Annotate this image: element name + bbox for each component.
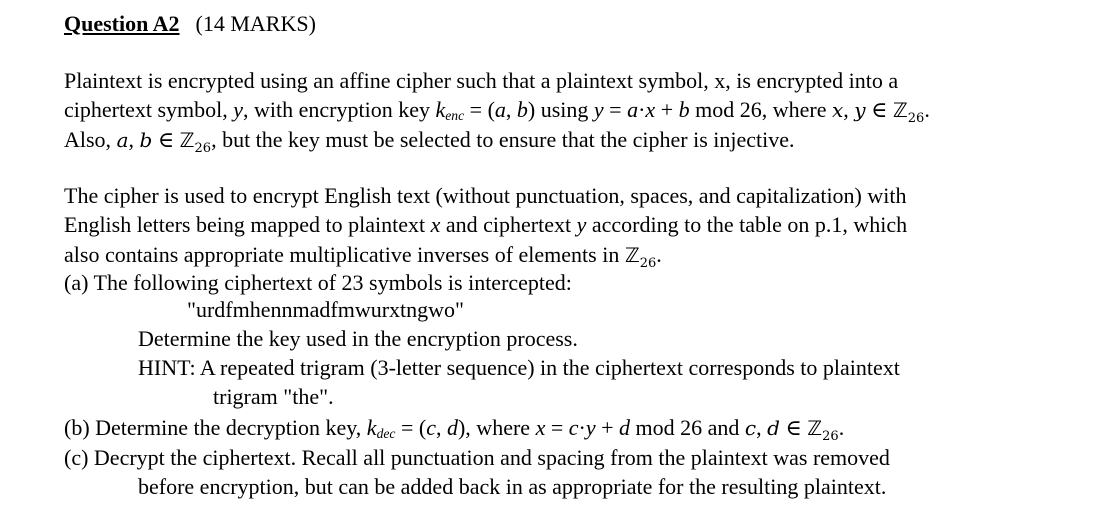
question-title: Question A2 — [64, 11, 180, 36]
question-heading — [64, 11, 316, 37]
para2-line1: The cipher is used to encrypt English text (without punctuation, spaces, and capitalization) with — [64, 183, 907, 208]
para2-line3: also contains appropriate multiplicative inverses of elements in ℤ$_{26}$. — [64, 242, 662, 271]
para1-line2: ciphertext symbol, y, with encryption key $k_{enc} = (a$, b) using y = a·x + b mod 26, where x, y ∈ ℤ$_{26}$. — [64, 97, 930, 126]
para1-line1: Plaintext is encrypted using an affine cipher such that a plaintext symbol, x, is encrypted into a — [64, 68, 899, 93]
para1-line3: Also, a, b ∈ ℤ$_{26}$, but the key must be selected to ensure that the cipher is injective. — [64, 127, 795, 156]
part-a-ciphertext: "urdfmhennmadfmwurxtngwo" — [187, 297, 465, 322]
part-c-line1: (c) Decrypt the ciphertext. Recall all punctuation and spacing from the plaintext was removed — [64, 445, 890, 470]
part-c-line2: before encryption, but can be added back in as appropriate for the resulting plaintext. — [138, 474, 887, 499]
part-a-line1: (a) The following ciphertext of 23 symbols is intercepted: — [64, 270, 572, 295]
para2-line2: English letters being mapped to plaintext x and ciphertext y according to the table on p.1, which — [64, 212, 908, 237]
part-a-hint-line1: HINT: A repeated trigram (3-letter sequence) in the ciphertext corresponds to plaintext — [138, 355, 900, 380]
part-a-instruction: Determine the key used in the encryption process. — [138, 326, 578, 351]
part-a-hint-line2: trigram "the". — [213, 384, 334, 409]
question-marks: (14 MARKS) — [195, 11, 316, 36]
part-b-line1: (b) Determine the decryption key, $k_{dec} = (c$, d), where x = c·y + d mod 26 and c, d ∈ ℤ$_{26}$. — [64, 415, 845, 444]
